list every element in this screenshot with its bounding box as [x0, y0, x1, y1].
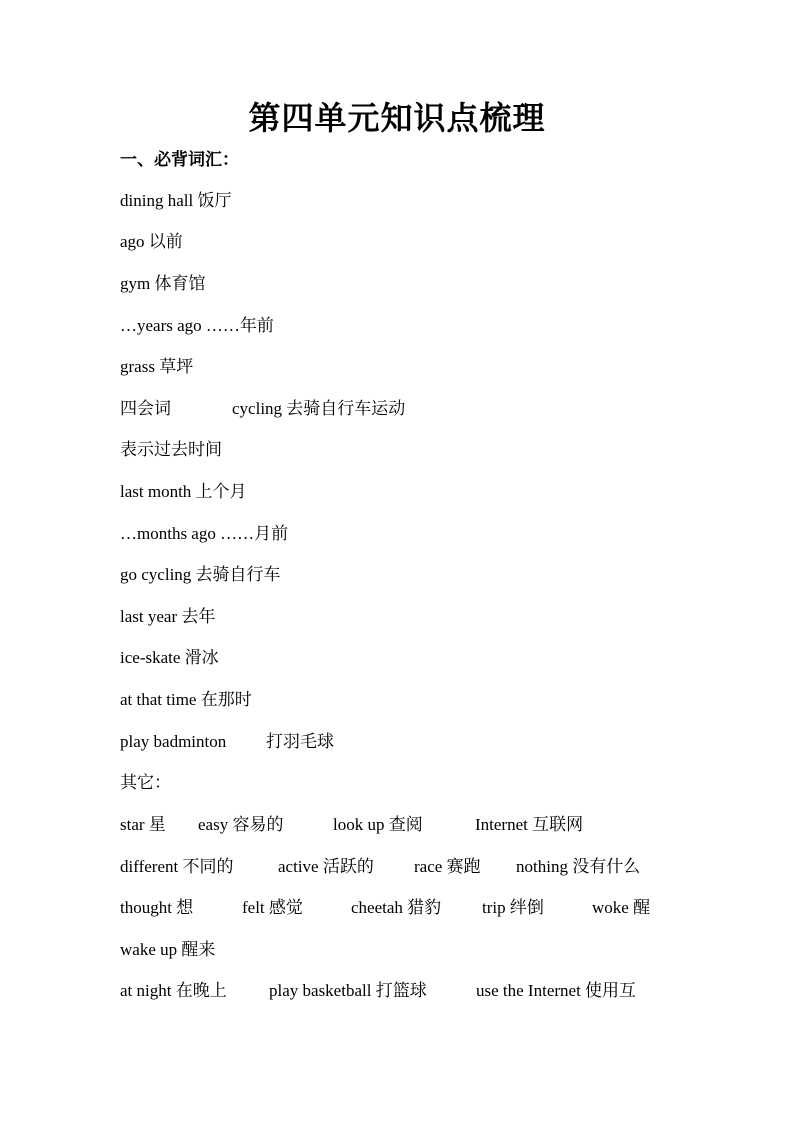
vocab-entry: use the Internet 使用互: [476, 981, 637, 1000]
vocab-entry: wake up 醒来: [120, 940, 216, 959]
vocab-entry: go cycling 去骑自行车: [120, 565, 281, 584]
vocab-entry: woke 醒: [592, 898, 651, 917]
vocab-entry: play basketball 打篮球: [269, 981, 427, 1000]
category-label: 其它：: [120, 773, 171, 792]
vocab-entry: different 不同的: [120, 857, 234, 876]
vocab-entry: at night 在晚上: [120, 981, 227, 1000]
vocab-entry: thought 想: [120, 898, 194, 917]
vocab-entry: 打羽毛球: [266, 732, 334, 751]
vocab-entry: play badminton: [120, 732, 227, 751]
vocab-entry: last year 去年: [120, 607, 216, 626]
vocab-entry: …years ago ……年前: [120, 316, 274, 335]
vocab-entry: active 活跃的: [278, 857, 374, 876]
vocab-entry: dining hall 饭厅: [120, 191, 232, 210]
vocab-entry: look up 查阅: [333, 815, 423, 834]
vocab-entry: cheetah 猎豹: [351, 898, 442, 917]
vocab-entry: at that time 在那时: [120, 690, 252, 709]
vocab-entry: grass 草坪: [120, 357, 194, 376]
vocab-entry: trip 绊倒: [482, 898, 544, 917]
category-label: 四会词: [120, 399, 171, 418]
vocab-entry: nothing 没有什么: [516, 857, 641, 876]
vocab-entry: cycling 去骑自行车运动: [232, 399, 406, 418]
section-heading-vocabulary: 一、必背词汇：: [120, 150, 239, 169]
vocab-entry: easy 容易的: [198, 815, 284, 834]
vocab-entry: last month 上个月: [120, 482, 247, 501]
vocab-entry: ice-skate 滑冰: [120, 648, 219, 667]
vocab-entry: star 星: [120, 815, 166, 834]
vocab-entry: felt 感觉: [242, 898, 303, 917]
vocab-entry: race 赛跑: [414, 857, 481, 876]
vocab-entry: ago 以前: [120, 232, 183, 251]
vocab-entry: Internet 互联网: [475, 815, 584, 834]
page-title: 第四单元知识点梳理: [248, 100, 546, 136]
category-label: 表示过去时间: [120, 440, 222, 459]
vocab-entry: gym 体育馆: [120, 274, 206, 293]
vocab-entry: …months ago ……月前: [120, 524, 289, 543]
